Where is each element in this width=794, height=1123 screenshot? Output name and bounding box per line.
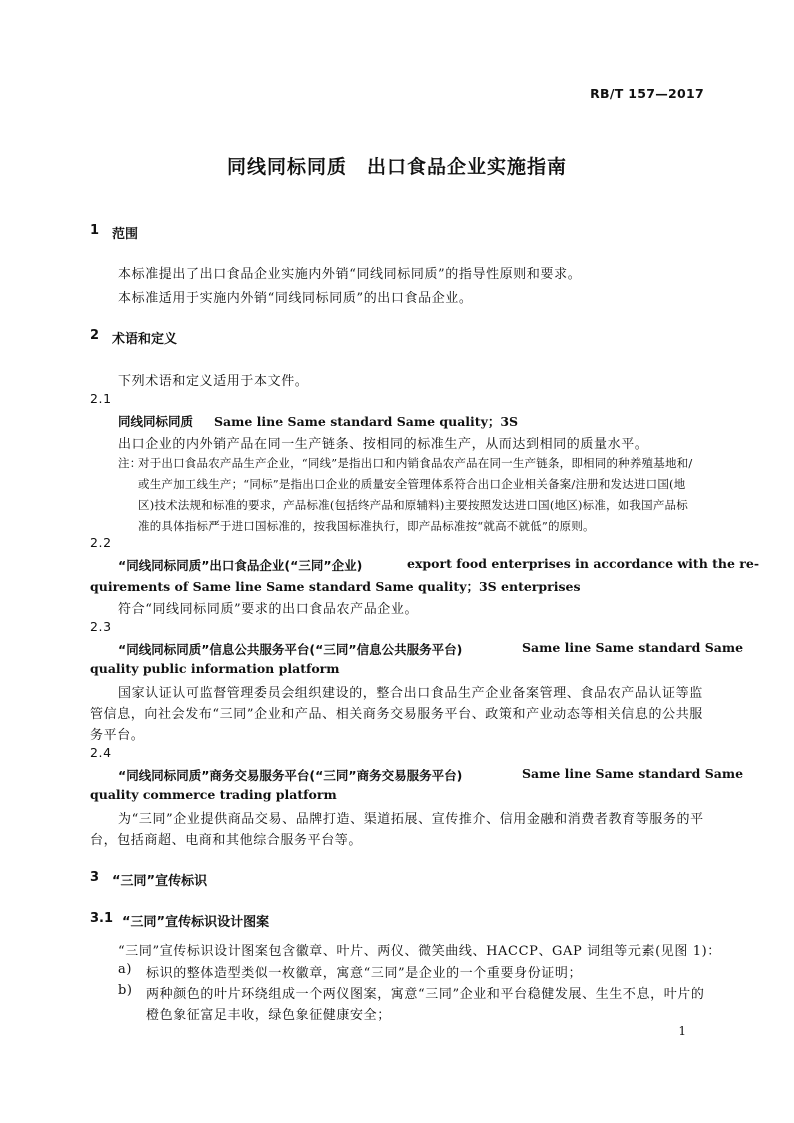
term-2-2-definition: 符合“同线同标同质”要求的出口食品农产品企业。 xyxy=(118,602,419,617)
list-item-b-line-1: 两种颜色的叶片环绕组成一个两仪图案，寓意“三同”企业和平台稳健发展、生生不息，叶片的 xyxy=(146,987,705,1002)
term-2-2-english-line-1: export food enterprises in accordance with the re- xyxy=(407,556,760,571)
section-3-1-number: 3.1 xyxy=(90,911,114,926)
section-3-1-title: “三同”宣传标识设计图案 xyxy=(122,915,270,930)
term-2-1-chinese: 同线同标同质 xyxy=(118,414,194,429)
note-label: 注： xyxy=(118,456,142,470)
list-item-b-label: b) xyxy=(118,983,133,998)
section-2-intro: 下列术语和定义适用于本文件。 xyxy=(118,374,309,389)
section-2-title: 术语和定义 xyxy=(112,332,178,347)
term-2-2-chinese: “同线同标同质”出口食品企业(“三同”企业) xyxy=(118,558,363,573)
term-2-1-english: Same line Same standard Same quality；3S xyxy=(214,414,519,429)
term-2-3-english-line-2: quality public information platform xyxy=(90,661,340,676)
document-code: RB/T 157—2017 xyxy=(590,86,704,101)
page-number: 1 xyxy=(678,1024,686,1038)
term-2-4-english-line-2: quality commerce trading platform xyxy=(90,787,337,802)
note-line: 准的具体指标严于进口国标准的，按我国标准执行，即产品标准按“就高不就低”的原则。 xyxy=(138,519,595,533)
term-2-3-definition-line: 国家认证认可监督管理委员会组织建设的，整合出口食品生产企业备案管理、食品农产品认证等监 xyxy=(118,686,703,701)
term-2-2-number: 2.2 xyxy=(90,535,112,550)
note-line: 区)技术法规和标准的要求，产品标准(包括终产品和原辅料)主要按照发达进口国(地区)标准，如我国产品标 xyxy=(138,498,688,512)
term-2-3-definition-line: 管信息，向社会发布“三同”企业和产品、相关商务交易服务平台、政策和产业动态等相关信息的公共服 xyxy=(90,707,703,722)
section-3-number: 3 xyxy=(90,870,100,885)
note-line: 对于出口食品农产品生产企业，“同线”是指出口和内销食品农产品在同一生产链条，即相同的种养殖基地和/ xyxy=(138,456,693,470)
list-item-a-label: a) xyxy=(118,962,133,977)
term-2-4-chinese: “同线同标同质”商务交易服务平台(“三同”商务交易服务平台) xyxy=(118,768,463,783)
page-title: 同线同标同质 出口食品企业实施指南 xyxy=(226,156,567,178)
term-2-1-number: 2.1 xyxy=(90,391,112,406)
term-2-3-chinese: “同线同标同质”信息公共服务平台(“三同”信息公共服务平台) xyxy=(118,642,463,657)
term-2-4-english-line-1: Same line Same standard Same xyxy=(522,766,744,781)
section-1-paragraph-2: 本标准适用于实施内外销“同线同标同质”的出口食品企业。 xyxy=(118,291,473,306)
term-2-3-number: 2.3 xyxy=(90,619,112,634)
list-item-b-line-2: 橙色象征富足丰收，绿色象征健康安全； xyxy=(146,1008,391,1023)
section-2-number: 2 xyxy=(90,328,100,343)
section-3-1-intro: “三同”宣传标识设计图案包含徽章、叶片、两仪、微笑曲线、HACCP、GAP 词组等元素(见图 1)： xyxy=(118,944,721,959)
term-2-3-english-line-1: Same line Same standard Same xyxy=(522,640,744,655)
term-2-4-definition-line: 为“三同”企业提供商品交易、品牌打造、渠道拓展、宣传推介、信用金融和消费者教育等服务的平 xyxy=(118,812,704,827)
term-2-3-definition-line: 务平台。 xyxy=(90,728,145,743)
list-item-a-text: 标识的整体造型类似一枚徽章，寓意“三同”是企业的一个重要身份证明； xyxy=(146,966,583,981)
section-1-number: 1 xyxy=(90,223,100,238)
term-2-1-definition: 出口企业的内外销产品在同一生产链条、按相同的标准生产，从而达到相同的质量水平。 xyxy=(118,437,649,452)
section-1-title: 范围 xyxy=(112,227,139,242)
term-2-2-english-line-2: quirements of Same line Same standard Same quality；3S enterprises xyxy=(90,579,581,594)
section-1-paragraph-1: 本标准提出了出口食品企业实施内外销“同线同标同质”的指导性原则和要求。 xyxy=(118,267,582,282)
term-2-4-definition-line: 台，包括商超、电商和其他综合服务平台等。 xyxy=(90,833,363,848)
section-3-title: “三同”宣传标识 xyxy=(112,874,208,889)
term-2-4-number: 2.4 xyxy=(90,745,112,760)
note-line: 或生产加工线生产；“同标”是指出口企业的质量安全管理体系符合出口企业相关备案/注册和发达进口国(地 xyxy=(138,477,686,491)
